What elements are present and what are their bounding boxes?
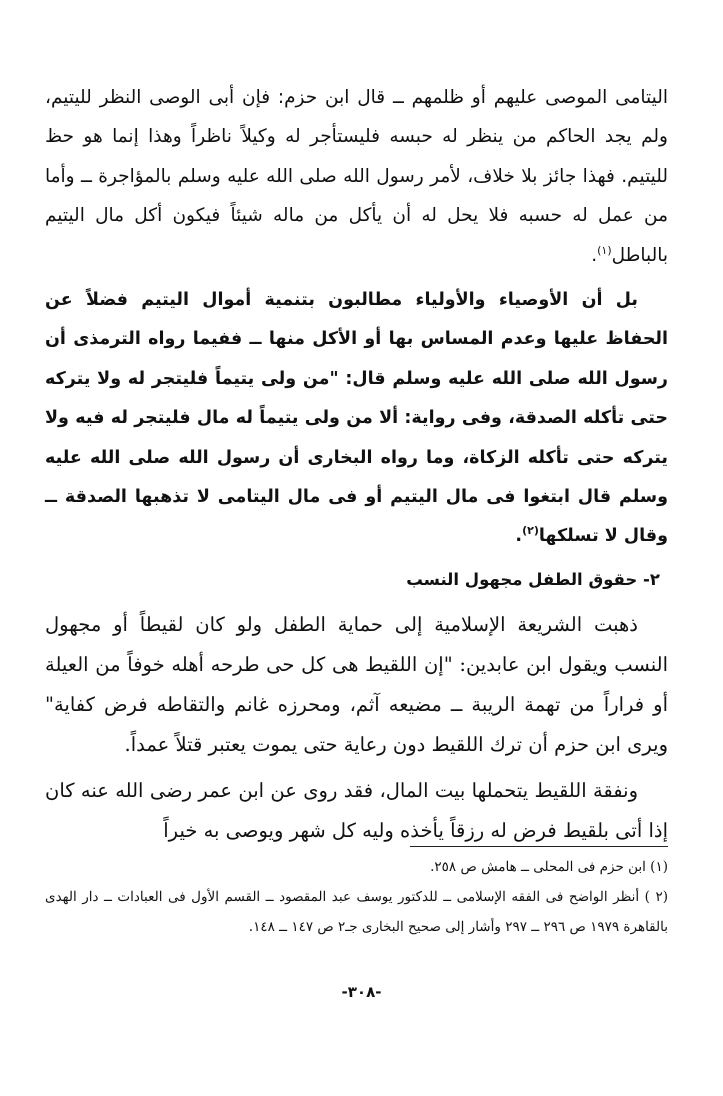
paragraph-2-text: بل أن الأوصياء والأولياء مطالبون بتنمية أموال اليتيم فضلاً عن الحفاظ عليها وعدم المساس بها أو الأكل منها ــ ففيما رواه الترمذى أن رسول الله صلى الله عليه وسلم قال: "من ولى يتيماً فليتجر له ولا يتركه حتى تأكله الصدقة، وفى رواية: ألا من ولى يتيماً له مال فليتجر له فيه ولا يتركه حتى تأكله الزكاة، وما رواه البخارى أن رسول الله صلى الله عليه وسلم قال ابتغوا فى مال اليتيم أو فى مال اليتامى لا تذهبها الصدقة ــ وقال لا تسلكها	[45, 290, 668, 547]
paragraph-1: اليتامى الموصى عليهم أو ظلمهم ــ قال ابن حزم: فإن أبى الوصى النظر لليتيم، ولم يجد الحاكم من ينظر له حبسه فليستأجر له وكيلاً ناظراً وهذا إنما هو حظ لليتيم. فهذا جائز بلا خلاف، لأمر رسول الله صلى الله عليه وسلم بالمؤاجرة ــ وأما من عمل له حسبه فلا يحل له أن يأكل من ماله شيئاً فيكون أكل مال اليتيم بالباطل$^{(١)}$.	[45, 87, 668, 266]
paragraph-1-text: اليتامى الموصى عليهم أو ظلمهم ــ قال ابن حزم: فإن أبى الوصى النظر لليتيم، ولم يجد الحاكم من ينظر له حبسه فليستأجر له وكيلاً ناظراً وهذا إنما هو حظ لليتيم. فهذا جائز بلا خلاف، لأمر رسول الله صلى الله عليه وسلم بالمؤاجرة ــ وأما من عمل له حسبه فلا يحل له أن يأكل من ماله شيئاً فيكون أكل مال اليتيم بالباطل	[45, 87, 668, 266]
footnote-2: (٢ ) أنظر الواضح فى الفقه الإسلامى ــ للدكتور يوسف عبد المقصود ــ القسم الأول فى العبادات ــ دار الهدى بالقاهرة ١٩٧٩ ص ٢٩٦ ــ ٢٩٧ وأشار إلى صحيح البخارى جـ٢ ص ١٤٧ ــ ١٤٨.	[45, 889, 668, 935]
footnote-ref-2: (٢)	[522, 524, 539, 538]
paragraph-4: ونفقة اللقيط يتحملها بيت المال، فقد روى عن ابن عمر رضى الله عنه كان إذا أتى بلقيط فرض له رزقاً يأخذه وليه كل شهر ويوصى به خيراً	[45, 778, 668, 842]
page-body	[45, 78, 668, 1096]
paragraph-3: ذهبت الشريعة الإسلامية إلى حماية الطفل ولو كان لقيطاً أو مجهول النسب ويقول ابن عابدين: "إن اللقيط هى كل حى طرحه أهله خوفاً من العيلة أو فراراً من تهمة الريبة ــ مضيعه آثم، ومحرزه غانم والتقاطه فرض كفاية" ويرى ابن حزم أن ترك اللقيط دون رعاية حتى يموت يعتبر قتلاً عمداً.	[45, 612, 668, 756]
footnote-1: (١) ابن حزم فى المحلى ــ هامش ص ٢٥٨.	[430, 859, 668, 875]
paragraph-2: بل أن الأوصياء والأولياء مطالبون بتنمية أموال اليتيم فضلاً عن الحفاظ عليها وعدم المساس بها أو الأكل منها ــ ففيما رواه الترمذى أن رسول الله صلى الله عليه وسلم قال: "من ولى يتيماً فليتجر له ولا يتركه حتى تأكله الصدقة، وفى رواية: ألا من ولى يتيماً له مال فليتجر له فيه ولا يتركه حتى تأكله الزكاة، وما رواه البخارى أن رسول الله صلى الله عليه وسلم قال ابتغوا فى مال اليتيم أو فى مال اليتامى لا تذهبها الصدقة ــ وقال لا تسلكها$^{(٢)}$.	[45, 290, 668, 547]
footnote-divider	[410, 846, 668, 847]
footnotes	[45, 852, 668, 942]
footnote-ref-1: (١)	[597, 243, 612, 257]
page-number: -٣٠٨-	[341, 983, 382, 1001]
section-heading: ٢- حقوق الطفل مجهول النسب	[406, 569, 660, 589]
